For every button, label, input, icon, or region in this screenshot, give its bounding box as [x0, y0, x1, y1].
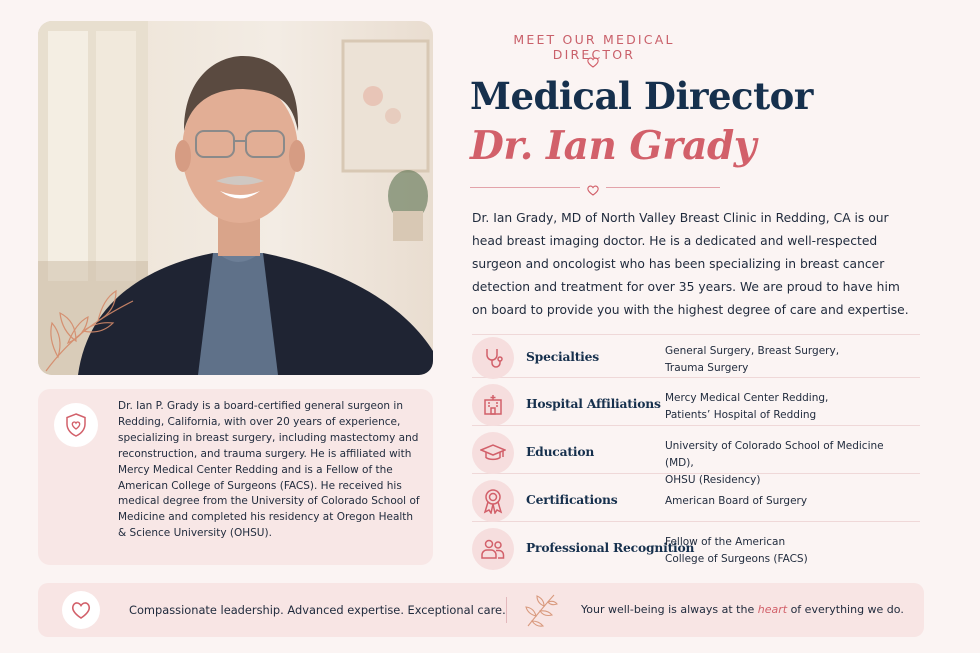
detail-row-hospital-affiliations [472, 382, 920, 426]
divider-left [470, 187, 580, 188]
detail-value: Fellow of the American College of Surgeons (FACS) [665, 536, 808, 565]
intro-text: Dr. Ian Grady, MD of North Valley Breast Clinic in Redding, CA is our head breast imaging doctor. He is a dedicated and well-respected surgeon and oncologist who has been specializing in breast cancer detection and treatment for over 35 years. We are proud to have him on board to provide you with the highest degree of care and expertise. [472, 211, 909, 317]
footer-highlight: heart [757, 603, 788, 616]
graduation-cap-icon [472, 432, 514, 474]
detail-label: Education [526, 444, 595, 459]
footer-banner [38, 583, 924, 637]
bio-card [38, 389, 433, 565]
detail-value: American Board of Surgery [665, 495, 808, 507]
detail-row-education [472, 430, 920, 486]
footer-divider [506, 597, 507, 623]
heart-icon [62, 591, 100, 629]
heart-icon [586, 181, 600, 200]
divider-right [606, 187, 720, 188]
shield-heart-icon [54, 403, 98, 447]
doctor-portrait [38, 21, 433, 375]
leaf-branch-icon [524, 592, 558, 632]
page-title: Medical Director [470, 74, 813, 118]
heart-icon [586, 53, 600, 72]
doctor-name: Dr. Ian Grady [470, 123, 756, 169]
award-ribbon-icon [472, 480, 514, 522]
stethoscope-icon [472, 337, 514, 379]
footer-tagline: Compassionate leadership. Advanced expertise. Exceptional care. [129, 603, 506, 617]
hospital-icon [472, 384, 514, 426]
detail-label: Specialties [526, 349, 599, 364]
footer-message: Your well-being is always at the heart of everything we do. [581, 603, 904, 616]
detail-row-specialties [472, 334, 920, 378]
detail-label: Hospital Affiliations [526, 396, 661, 411]
detail-value: Mercy Medical Center Redding, Patients’ Hospital of Redding [665, 392, 829, 421]
detail-label: Professional Recognition [526, 540, 695, 555]
detail-value: University of Colorado School of Medicine (MD), OHSU (Residency) [665, 440, 884, 486]
eyebrow-label: MEET OUR MEDICAL DIRECTOR [513, 32, 675, 62]
detail-row-certifications [472, 478, 920, 522]
bio-text: Dr. Ian P. Grady is a board-certified general surgeon in Redding, California, with over 20 years of experience, specializing in breast surgery, including mastectomy and reconstruction, and trauma surgery. He is affiliated with Mercy Medical Center Redding and is a Fellow of the American College of Surgeons (FACS). He received his medical degree from the University of Colorado School of Medicine and completed his residency at Oregon Health & Science University (OHSU). [118, 400, 420, 540]
detail-label: Certifications [526, 492, 618, 507]
detail-row-professional-recognition [472, 526, 920, 570]
people-icon [472, 528, 514, 570]
detail-value: General Surgery, Breast Surgery, Trauma Surgery [665, 345, 840, 374]
